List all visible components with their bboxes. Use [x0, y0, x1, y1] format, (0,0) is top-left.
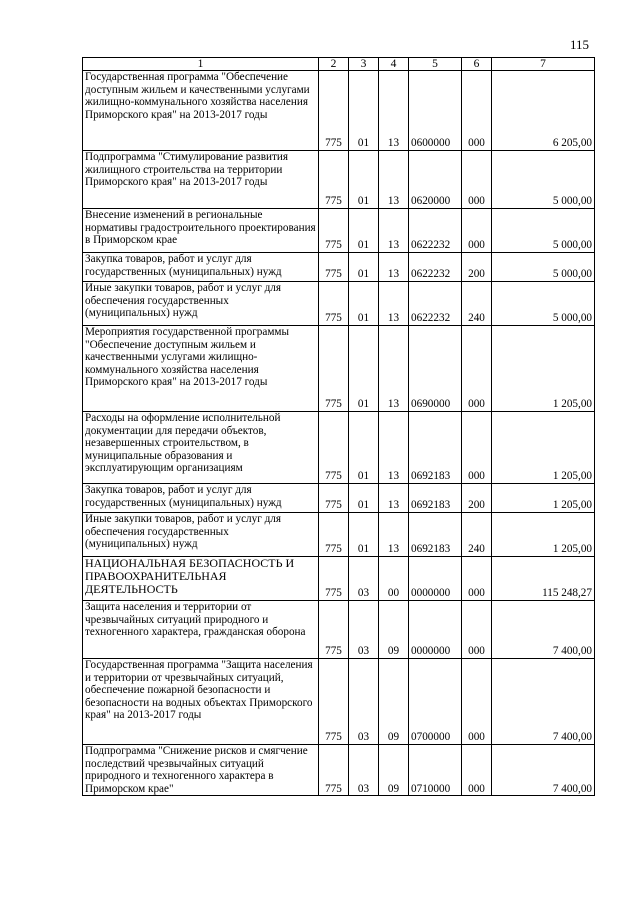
- row-expense-type-code: 240: [462, 513, 492, 557]
- row-expense-type-code: 240: [462, 282, 492, 326]
- row-name: Закупка товаров, работ и услуг для государственных (муниципальных) нужд: [83, 253, 319, 282]
- row-ministry-code: 775: [319, 151, 349, 209]
- row-target-code: 0000000: [409, 557, 462, 601]
- row-name: Иные закупки товаров, работ и услуг для обеспечения государственных (муниципальных) нужд: [83, 513, 319, 557]
- row-name: Защита населения и территории от чрезвычайных ситуаций природного и техногенного характера, гражданская оборона: [83, 601, 319, 659]
- table-row: [83, 412, 595, 484]
- row-section-code: 01: [349, 71, 379, 151]
- header-col-6: 6: [462, 58, 492, 71]
- row-section-code: 01: [349, 513, 379, 557]
- table-row: [83, 209, 595, 253]
- row-subsection-code: 13: [379, 253, 409, 282]
- row-name: Расходы на оформление исполнительной документации для передачи объектов, незавершенных строительством, в муниципальные образования и эксплуатирующим организациям: [83, 412, 319, 484]
- row-amount: 1 205,00: [492, 412, 595, 484]
- row-expense-type-code: 000: [462, 745, 492, 796]
- row-target-code: 0622232: [409, 253, 462, 282]
- table-row: [83, 326, 595, 412]
- row-name: НАЦИОНАЛЬНАЯ БЕЗОПАСНОСТЬ И ПРАВООХРАНИТЕЛЬНАЯ ДЕЯТЕЛЬНОСТЬ: [83, 557, 319, 601]
- row-subsection-code: 00: [379, 557, 409, 601]
- row-expense-type-code: 000: [462, 412, 492, 484]
- row-target-code: 0600000: [409, 71, 462, 151]
- header-col-3: 3: [349, 58, 379, 71]
- row-subsection-code: 13: [379, 151, 409, 209]
- row-ministry-code: 775: [319, 253, 349, 282]
- row-amount: 115 248,27: [492, 557, 595, 601]
- row-ministry-code: 775: [319, 71, 349, 151]
- row-target-code: 0690000: [409, 326, 462, 412]
- row-amount: 5 000,00: [492, 253, 595, 282]
- row-ministry-code: 775: [319, 557, 349, 601]
- row-subsection-code: 09: [379, 745, 409, 796]
- row-section-code: 03: [349, 557, 379, 601]
- row-ministry-code: 775: [319, 282, 349, 326]
- table-row: [83, 484, 595, 513]
- row-expense-type-code: 000: [462, 557, 492, 601]
- row-expense-type-code: 200: [462, 484, 492, 513]
- row-section-code: 01: [349, 209, 379, 253]
- row-section-code: 01: [349, 484, 379, 513]
- row-name: Мероприятия государственной программы "Обеспечение доступным жильем и качественными услугами жилищно-коммунального хозяйства населения Приморского края" на 2013-2017 годы: [83, 326, 319, 412]
- row-target-code: 0692183: [409, 484, 462, 513]
- row-target-code: 0692183: [409, 513, 462, 557]
- row-amount: 7 400,00: [492, 745, 595, 796]
- header-col-2: 2: [319, 58, 349, 71]
- row-name: Иные закупки товаров, работ и услуг для обеспечения государственных (муниципальных) нужд: [83, 282, 319, 326]
- row-name: Закупка товаров, работ и услуг для государственных (муниципальных) нужд: [83, 484, 319, 513]
- header-row: [83, 58, 595, 71]
- row-name: Подпрограмма "Снижение рисков и смягчение последствий чрезвычайных ситуаций природного и техногенного характера в Приморском крае": [83, 745, 319, 796]
- row-amount: 1 205,00: [492, 484, 595, 513]
- row-expense-type-code: 000: [462, 209, 492, 253]
- row-target-code: 0620000: [409, 151, 462, 209]
- table-row: [83, 282, 595, 326]
- table-row: [83, 513, 595, 557]
- table-row: [83, 557, 595, 601]
- row-subsection-code: 13: [379, 282, 409, 326]
- row-section-code: 03: [349, 745, 379, 796]
- row-amount: 5 000,00: [492, 209, 595, 253]
- row-ministry-code: 775: [319, 659, 349, 745]
- row-amount: 5 000,00: [492, 282, 595, 326]
- row-section-code: 03: [349, 601, 379, 659]
- table-row: [83, 659, 595, 745]
- row-section-code: 01: [349, 282, 379, 326]
- row-section-code: 01: [349, 412, 379, 484]
- row-target-code: 0622232: [409, 209, 462, 253]
- row-name: Государственная программа "Защита населения и территории от чрезвычайных ситуаций, обеспечение пожарной безопасности и безопасности на водных объектах Приморского края" на 2013-2017 годы: [83, 659, 319, 745]
- row-subsection-code: 13: [379, 209, 409, 253]
- row-section-code: 01: [349, 253, 379, 282]
- row-section-code: 03: [349, 659, 379, 745]
- table-row: [83, 253, 595, 282]
- row-amount: 6 205,00: [492, 71, 595, 151]
- row-amount: 5 000,00: [492, 151, 595, 209]
- row-subsection-code: 13: [379, 326, 409, 412]
- row-section-code: 01: [349, 151, 379, 209]
- row-ministry-code: 775: [319, 326, 349, 412]
- row-ministry-code: 775: [319, 745, 349, 796]
- row-name: Внесение изменений в региональные нормативы градостроительного проектирования в Приморском крае: [83, 209, 319, 253]
- row-subsection-code: 13: [379, 513, 409, 557]
- header-col-4: 4: [379, 58, 409, 71]
- row-name: Подпрограмма "Стимулирование развития жилищного строительства на территории Приморского края" на 2013-2017 годы: [83, 151, 319, 209]
- row-expense-type-code: 000: [462, 151, 492, 209]
- budget-table: [82, 57, 595, 796]
- row-target-code: 0700000: [409, 659, 462, 745]
- row-ministry-code: 775: [319, 601, 349, 659]
- row-expense-type-code: 000: [462, 659, 492, 745]
- table-row: [83, 745, 595, 796]
- row-section-code: 01: [349, 326, 379, 412]
- row-amount: 1 205,00: [492, 513, 595, 557]
- row-ministry-code: 775: [319, 412, 349, 484]
- row-subsection-code: 13: [379, 71, 409, 151]
- header-col-5: 5: [409, 58, 462, 71]
- row-target-code: 0710000: [409, 745, 462, 796]
- table-row: [83, 71, 595, 151]
- table-row: [83, 151, 595, 209]
- row-amount: 1 205,00: [492, 326, 595, 412]
- row-expense-type-code: 000: [462, 71, 492, 151]
- row-expense-type-code: 000: [462, 326, 492, 412]
- row-subsection-code: 13: [379, 412, 409, 484]
- row-subsection-code: 09: [379, 601, 409, 659]
- row-target-code: 0622232: [409, 282, 462, 326]
- row-amount: 7 400,00: [492, 659, 595, 745]
- row-subsection-code: 09: [379, 659, 409, 745]
- header-col-1: 1: [83, 58, 319, 71]
- row-name: Государственная программа "Обеспечение доступным жильем и качественными услугами жилищно-коммунального хозяйства населения Приморского края" на 2013-2017 годы: [83, 71, 319, 151]
- page-number: 115: [570, 37, 590, 52]
- row-amount: 7 400,00: [492, 601, 595, 659]
- row-target-code: 0692183: [409, 412, 462, 484]
- row-subsection-code: 13: [379, 484, 409, 513]
- row-target-code: 0000000: [409, 601, 462, 659]
- table-row: [83, 601, 595, 659]
- row-ministry-code: 775: [319, 484, 349, 513]
- row-ministry-code: 775: [319, 209, 349, 253]
- header-col-7: 7: [492, 58, 595, 71]
- row-ministry-code: 775: [319, 513, 349, 557]
- row-expense-type-code: 200: [462, 253, 492, 282]
- row-expense-type-code: 000: [462, 601, 492, 659]
